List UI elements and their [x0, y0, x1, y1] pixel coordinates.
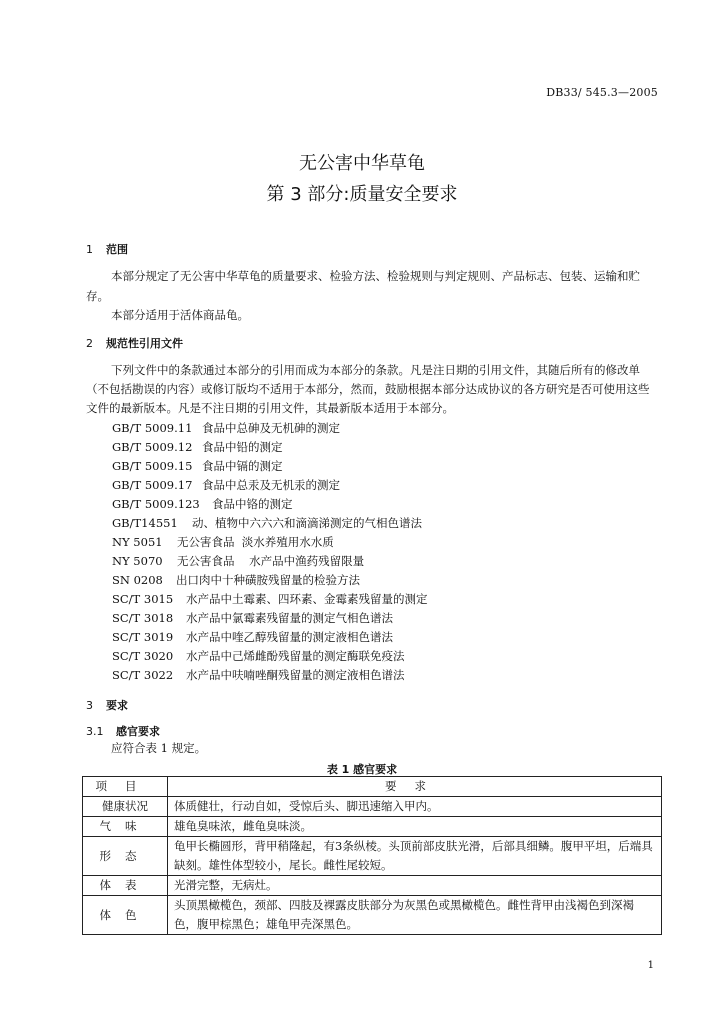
- table-row: [83, 876, 662, 896]
- reference-item: [112, 572, 360, 588]
- table-cell-item: 健康状况: [83, 797, 168, 817]
- section-title: 规范性引用文件: [106, 337, 183, 350]
- reference-code: GB/T 5009.17: [112, 478, 193, 492]
- reference-code: GB/T 5009.12: [112, 440, 193, 454]
- subsection-title: 感官要求: [116, 725, 160, 738]
- table-header-item: 项目: [83, 777, 168, 797]
- reference-item: [112, 515, 422, 531]
- reference-title: 水产品中喹乙醇残留量的测定液相色谱法: [186, 630, 393, 644]
- standard-code: DB33/ 545.3—2005: [546, 86, 658, 99]
- section-1-heading: [86, 241, 128, 257]
- section-number: 1: [86, 243, 93, 256]
- reference-code: SN 0208: [112, 573, 163, 587]
- table-row: [83, 837, 662, 876]
- reference-item: [112, 610, 393, 626]
- reference-item: [112, 553, 364, 569]
- reference-title: 水产品中己烯雌酚残留量的测定酶联免疫法: [186, 649, 405, 663]
- reference-title: 食品中总砷及无机砷的测定: [202, 421, 340, 435]
- section-2-intro: 下列文件中的条款通过本部分的引用而成为本部分的条款。凡是注日期的引用文件，其随后所有的修改单（不包括勘误的内容）或修订版均不适用于本部分，然而，鼓励根据本部分达成协议的各方研究是否可使用这些文件的最新版本。凡是不注日期的引用文件，其最新版本适用于本部分。: [86, 363, 650, 415]
- reference-item: [112, 458, 283, 474]
- reference-title: 无公害食品 水产品中渔药残留限量: [177, 554, 365, 568]
- reference-item: [112, 648, 405, 664]
- section-title: 要求: [106, 699, 128, 712]
- table-header-requirement: 要求: [168, 777, 662, 797]
- reference-item: [112, 420, 340, 436]
- reference-title: 水产品中土霉素、四环素、金霉素残留量的测定: [186, 592, 428, 606]
- reference-code: SC/T 3019: [112, 630, 174, 644]
- table-cell-requirement: 光滑完整，无病灶。: [168, 876, 662, 896]
- reference-code: SC/T 3020: [112, 649, 174, 663]
- reference-code: SC/T 3022: [112, 668, 174, 682]
- table-row: [83, 817, 662, 837]
- reference-title: 出口肉中十种磺胺残留量的检验方法: [176, 573, 360, 587]
- table-cell-requirement: 头顶黑橄榄色，颈部、四肢及裸露皮肤部分为灰黑色或黑橄榄色。雌性背甲由浅褐色到深褐色，腹甲棕黑色；雄龟甲壳深黑色。: [168, 896, 662, 935]
- table-row: [83, 797, 662, 817]
- section-title: 范围: [106, 243, 128, 256]
- table-cell-requirement: 体质健壮，行动自如，受惊后头、脚迅速缩入甲内。: [168, 797, 662, 817]
- reference-item: [112, 534, 334, 550]
- section-1-paragraph-1: 本部分规定了无公害中华草龟的质量要求、检验方法、检验规则与判定规则、产品标志、包装、运输和贮存。: [86, 269, 640, 303]
- reference-item: [112, 667, 405, 683]
- table-cell-requirement: 雄龟臭味浓，雌龟臭味淡。: [168, 817, 662, 837]
- reference-code: GB/T14551: [112, 516, 178, 530]
- document-title: 无公害中华草龟: [299, 153, 425, 174]
- table-cell-requirement: 龟甲长椭圆形，背甲稍隆起，有3条纵棱。头顶前部皮肤光滑，后部具细鳞。腹甲平坦，后端具缺刻。雄性体型较小，尾长。雌性尾较短。: [168, 837, 662, 876]
- table-cell-item: 体表: [83, 876, 168, 896]
- reference-title: 无公害食品 淡水养殖用水水质: [177, 535, 334, 549]
- table-header-row: [83, 777, 662, 797]
- reference-title: 食品中镉的测定: [202, 459, 283, 473]
- reference-title: 食品中铬的测定: [212, 497, 293, 511]
- reference-item: [112, 477, 340, 493]
- reference-code: GB/T 5009.123: [112, 497, 200, 511]
- table-cell-item: 形态: [83, 837, 168, 876]
- section-3-heading: [86, 697, 128, 713]
- table-caption: 表 1 感官要求: [326, 763, 398, 776]
- reference-item: [112, 496, 293, 512]
- reference-code: NY 5051: [112, 535, 163, 549]
- reference-item: [112, 591, 428, 607]
- reference-code: GB/T 5009.15: [112, 459, 193, 473]
- section-number: 2: [86, 337, 93, 350]
- subsection-3-1-text: 应符合表 1 规定。: [111, 741, 207, 755]
- section-number: 3: [86, 699, 93, 712]
- section-2-heading: [86, 335, 183, 351]
- page-number: 1: [647, 960, 654, 971]
- table-cell-item: 气味: [83, 817, 168, 837]
- sensory-requirements-table: [82, 776, 662, 935]
- reference-code: GB/T 5009.11: [112, 421, 193, 435]
- table-row: [83, 896, 662, 935]
- subsection-3-1-heading: [86, 723, 160, 739]
- section-1-paragraph-2: 本部分适用于活体商品龟。: [111, 308, 249, 322]
- reference-item: [112, 439, 283, 455]
- reference-title: 食品中总汞及无机汞的测定: [202, 478, 340, 492]
- reference-title: 动、植物中六六六和滴滴涕测定的气相色谱法: [192, 516, 422, 530]
- reference-title: 食品中铅的测定: [202, 440, 283, 454]
- reference-code: SC/T 3018: [112, 611, 174, 625]
- reference-code: NY 5070: [112, 554, 163, 568]
- reference-code: SC/T 3015: [112, 592, 174, 606]
- subsection-number: 3.1: [86, 725, 104, 738]
- document-subtitle: 第 3 部分:质量安全要求: [266, 184, 458, 205]
- table-cell-item: 体色: [83, 896, 168, 935]
- reference-title: 水产品中呋喃唑酮残留量的测定液相色谱法: [186, 668, 405, 682]
- reference-title: 水产品中氯霉素残留量的测定气相色谱法: [186, 611, 393, 625]
- reference-item: [112, 629, 393, 645]
